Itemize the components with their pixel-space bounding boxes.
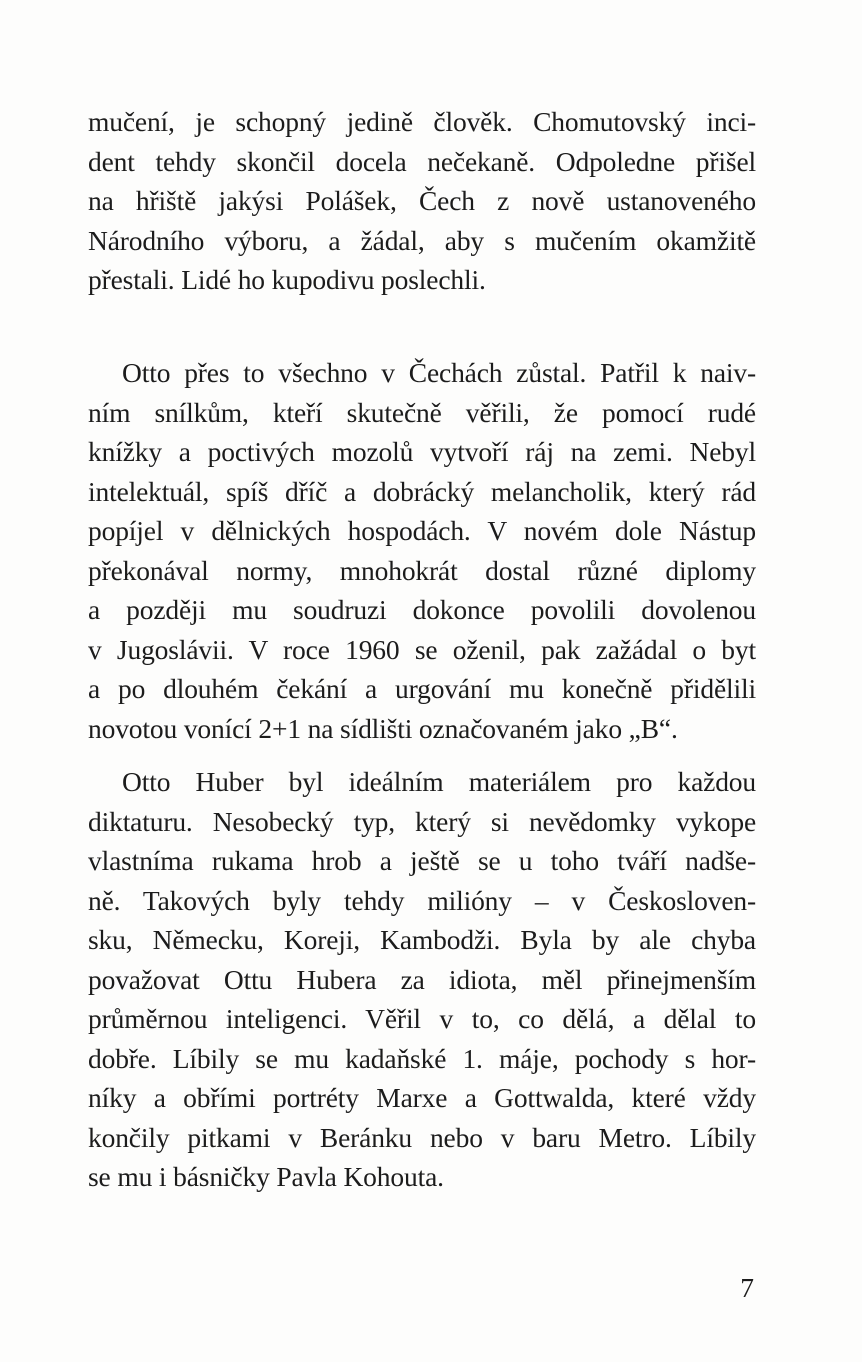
text-line: v Jugoslávii. V roce 1960 se oženil, pak zažádal o byt	[88, 633, 756, 665]
text-line: Národního výboru, a žádal, aby s mučením okamžitě	[88, 224, 756, 256]
text-line: a po dlouhém čekání a urgování mu konečně přidělili	[88, 673, 756, 704]
page-number: 7	[740, 1272, 754, 1303]
text-line: sku, Německu, Koreji, Kambodži. Byla by ale chyba	[88, 924, 756, 955]
text-line: níky a obřími portréty Marxe a Gottwalda, které vždy	[88, 1082, 756, 1113]
text-line: ním snílkům, kteří skutečně věřili, že pomocí rudé	[88, 396, 756, 428]
text-line: překonával normy, mnohokrát dostal různé diplomy	[88, 554, 756, 586]
text-line: vlastníma rukama hrob a ještě se u toho tváří nadše-	[88, 845, 756, 876]
text-line: novotou vonící 2+1 na sídlišti označovaném jako „B“.	[88, 712, 678, 744]
text-line: intelektuál, spíš dříč a dobrácký melancholik, který rád	[88, 475, 756, 507]
text-line: končily pitkami v Beránku nebo v baru Metro. Líbily	[88, 1121, 756, 1153]
text-line: a později mu soudruzi dokonce povolili dovolenou	[88, 594, 756, 625]
text-line: Otto Huber byl ideálním materiálem pro každou	[122, 766, 756, 797]
text-line: dent tehdy skončil docela nečekaně. Odpoledne přišel	[88, 145, 756, 177]
text-line: Otto přes to všechno v Čechách zůstal. Patřil k naiv-	[122, 357, 756, 388]
paragraph-2	[88, 353, 756, 748]
paragraph-3	[88, 762, 756, 1197]
text-line: na hřiště jakýsi Polášek, Čech z nově ustanoveného	[88, 185, 756, 216]
paragraph-1	[88, 102, 756, 300]
text-line: ně. Takových byly tehdy milióny – v Českosloven-	[88, 884, 756, 916]
text-line: diktaturu. Nesobecký typ, který si nevědomky vykope	[88, 805, 756, 837]
text-line: mučení, je schopný jedině člověk. Chomutovský inci-	[88, 106, 756, 137]
text-line: průměrnou inteligenci. Věřil v to, co dělá, a dělal to	[88, 1003, 756, 1034]
text-line: se mu i básničky Pavla Kohouta.	[88, 1161, 444, 1192]
text-line: dobře. Líbily se mu kadaňské 1. máje, pochody s hor-	[88, 1042, 756, 1074]
text-line: přestali. Lidé ho kupodivu poslechli.	[88, 264, 486, 295]
text-line: považovat Ottu Hubera za idiota, měl přinejmenším	[88, 963, 756, 995]
text-line: knížky a poctivých mozolů vytvoří ráj na zemi. Nebyl	[88, 436, 756, 467]
text-line: popíjel v dělnických hospodách. V novém dole Nástup	[88, 515, 756, 546]
